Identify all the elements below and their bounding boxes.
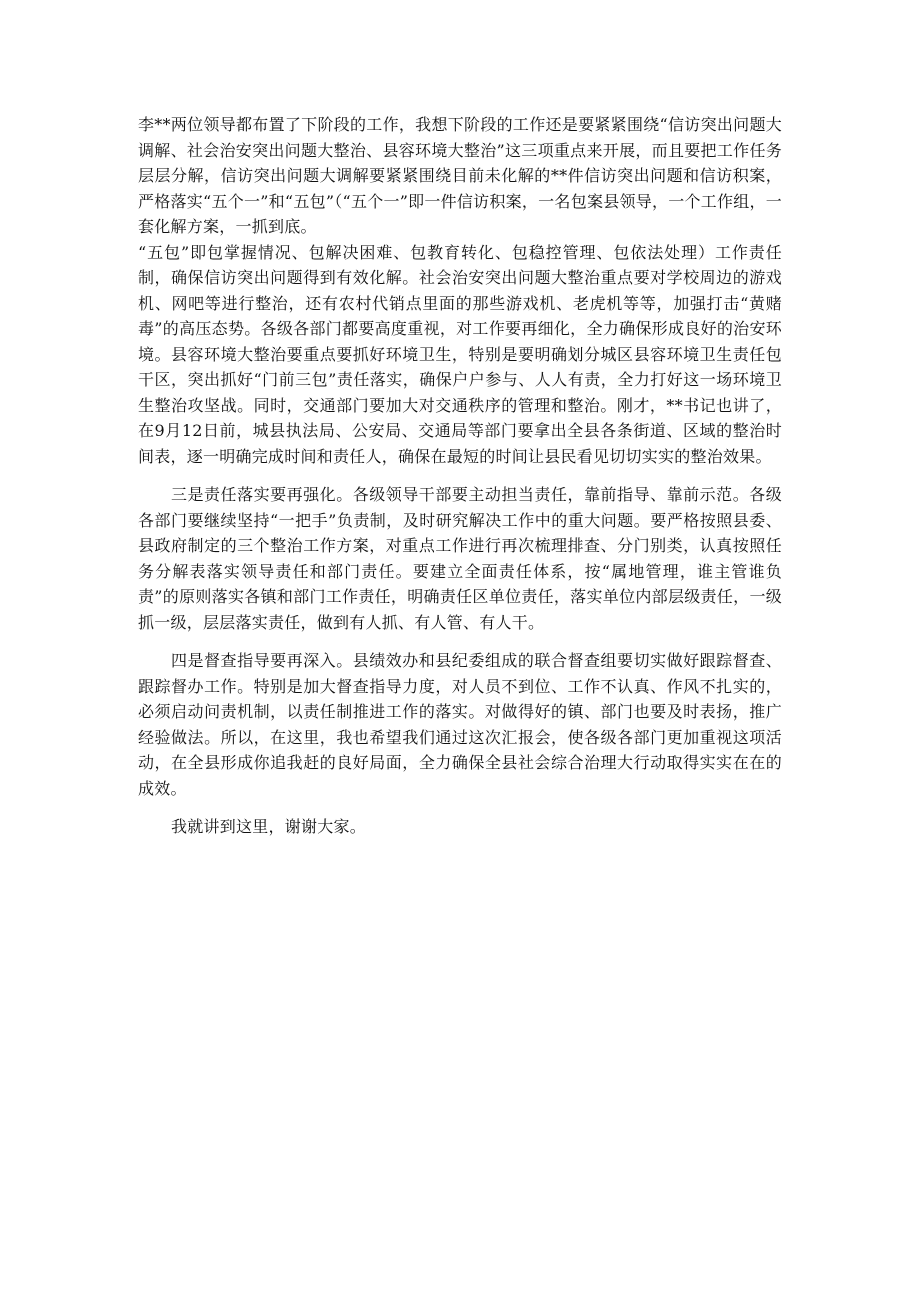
document-body <box>138 112 782 840</box>
paragraph-4: 四是督查指导要再深入。县绩效办和县纪委组成的联合督查组要切实做好跟踪督查、跟踪督办工作。特别是加大督查指导力度，对人员不到位、工作不认真、作风不扎实的，必须启动问责机制，以责任制推进工作的落实。对做得好的镇、部门也要及时表扬，推广经验做法。所以，在这里，我也希望我们通过这次汇报会，使各级各部门更加重视这项活动，在全县形成你追我赶的良好局面，全力确保全县社会综合治理大行动取得实实在在的成效。 <box>138 651 782 798</box>
paragraph-3: 三是责任落实要再强化。各级领导干部要主动担当责任，靠前指导、靠前示范。各级各部门要继续坚持“一把手”负责制，及时研究解决工作中的重大问题。要严格按照县委、县政府制定的三个整治工作方案，对重点工作进行再次梳理排查、分门别类，认真按照任务分解表落实领导责任和部门责任。要建立全面责任体系，按“属地管理，谁主管谁负责”的原则落实各镇和部门工作责任，明确责任区单位责任，落实单位内部层级责任，一级抓一级，层层落实责任，做到有人抓、有人管、有人干。 <box>138 485 782 632</box>
paragraph-5: 我就讲到这里，谢谢大家。 <box>171 817 367 836</box>
paragraph-1: 李**两位领导都布置了下阶段的工作，我想下阶段的工作还是要紧紧围绕“信访突出问题大调解、社会治安突出问题大整治、县容环境大整治”这三项重点来开展，而且要把工作任务层层分解，信访突出问题大调解要紧紧围绕目前未化解的**件信访突出问题和信访积案，严格落实“五个一”和“五包”（“五个一”即一件信访积案，一名包案县领导，一个工作组，一套化解方案，一抓到底。 <box>138 115 782 236</box>
paragraph-2: “五包”即包掌握情况、包解决困难、包教育转化、包稳控管理、包依法处理）工作责任制，确保信访突出问题得到有效化解。社会治安突出问题大整治重点要对学校周边的游戏机、网吧等进行整治，还有农村代销点里面的那些游戏机、老虎机等等，加强打击“黄赌毒”的高压态势。各级各部门都要高度重视，对工作要再细化，全力确保形成良好的治安环境。县容环境大整治要重点要抓好环境卫生，特别是要明确划分城区县容环境卫生责任包干区，突出抓好“门前三包”责任落实，确保户户参与、人人有责，全力打好这一场环境卫生整治攻坚战。同时，交通部门要加大对交通秩序的管理和整治。刚才，**书记也讲了，在9月12日前，城县执法局、公安局、交通局等部门要拿出全县各条街道、区域的整治时间表，逐一明确完成时间和责任人，确保在最短的时间让县民看见切切实实的整治效果。 <box>138 242 782 466</box>
